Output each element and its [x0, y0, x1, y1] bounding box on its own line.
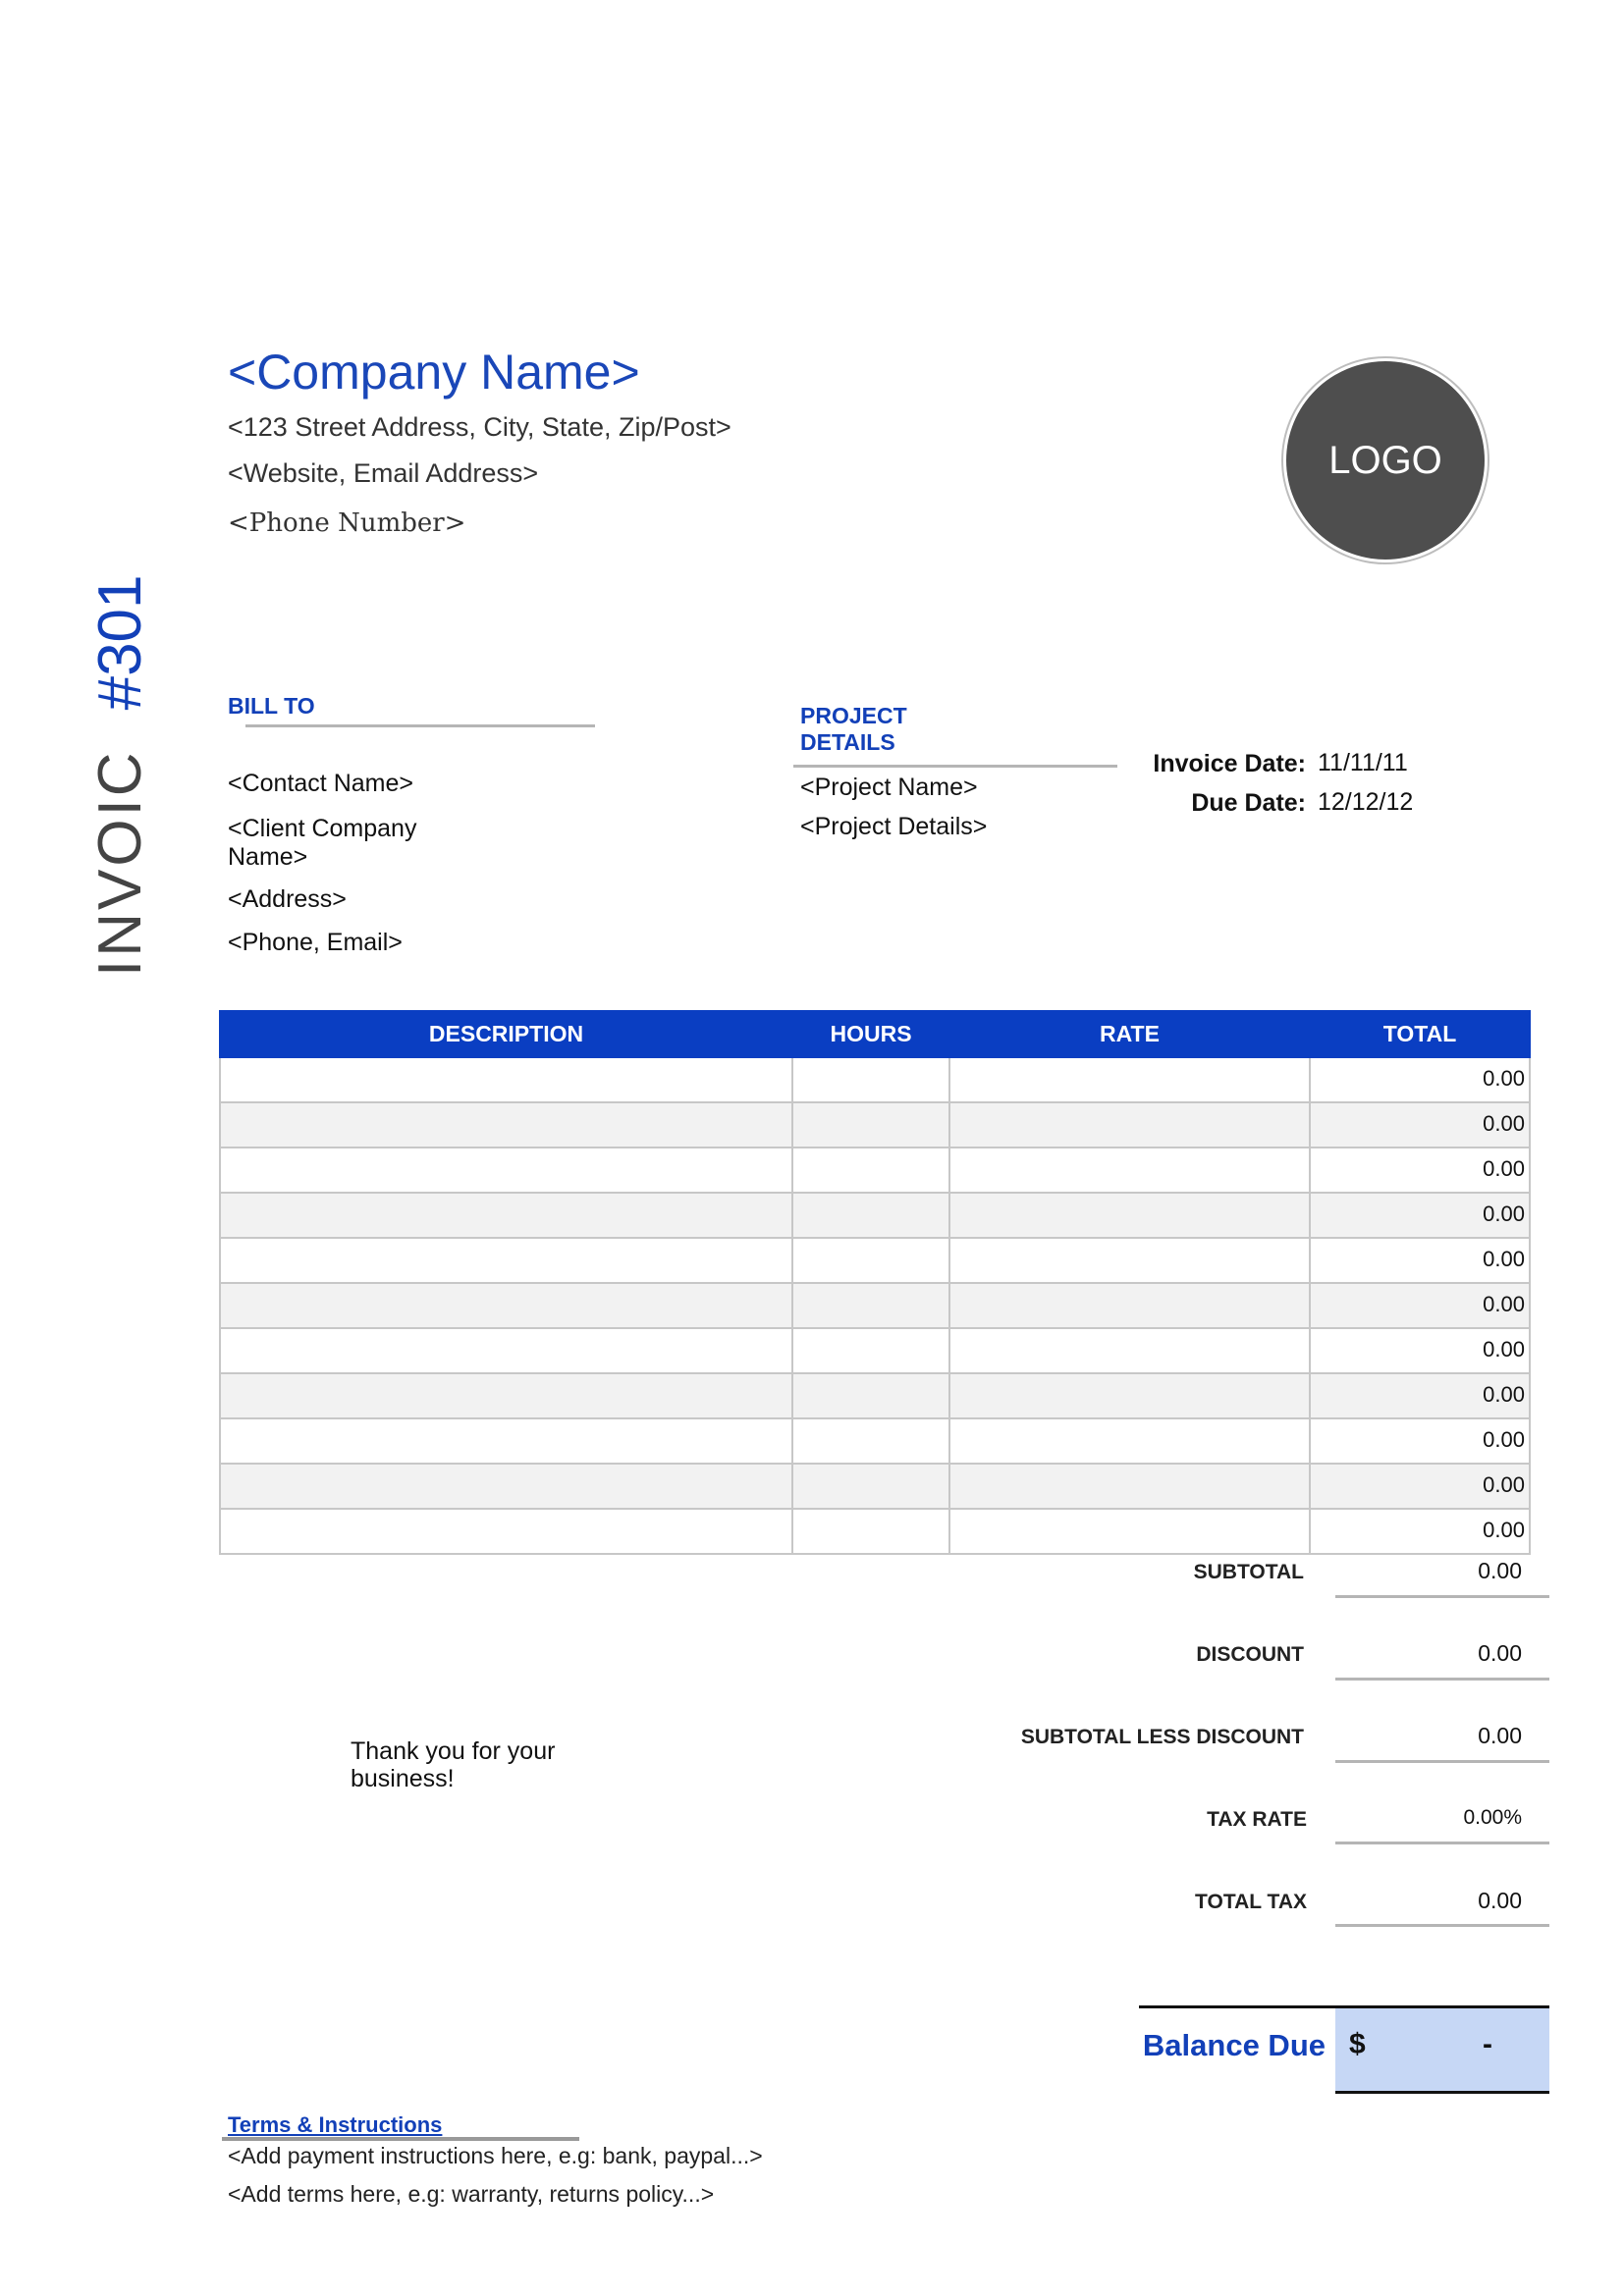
invoice-title — [86, 574, 154, 977]
table-header-row — [220, 1011, 1530, 1057]
balance-due-box — [1335, 2008, 1549, 2091]
invoice-number: #301 — [86, 574, 154, 711]
total-tax-value: 0.00 — [1478, 1888, 1522, 1913]
cell-total: 0.00 — [1310, 1148, 1530, 1193]
table-row — [220, 1148, 1530, 1193]
table-row — [220, 1238, 1530, 1283]
due-date-label: Due Date: — [1191, 789, 1306, 817]
cell-hours[interactable] — [792, 1238, 949, 1283]
invoice-title-word: INVOIC — [86, 749, 154, 977]
total-tax-rule — [1335, 1924, 1549, 1927]
bill-to-company-line2: Name> — [228, 843, 308, 871]
table-row — [220, 1193, 1530, 1238]
cell-hours[interactable] — [792, 1509, 949, 1554]
items-table — [219, 1010, 1531, 1555]
cell-rate[interactable] — [949, 1509, 1310, 1554]
subtotal-label: SUBTOTAL — [1193, 1561, 1304, 1583]
invoice-date-label: Invoice Date: — [1153, 750, 1306, 777]
tax-rate-rule — [1335, 1842, 1549, 1844]
cell-rate[interactable] — [949, 1148, 1310, 1193]
company-web-email: <Website, Email Address> — [228, 458, 539, 488]
thank-you-line1: Thank you for your — [351, 1737, 556, 1765]
bill-to-heading: BILL TO — [228, 693, 315, 719]
discount-label: DISCOUNT — [1196, 1643, 1304, 1666]
project-heading-line1: PROJECT — [800, 703, 907, 728]
thank-you-line2: business! — [351, 1765, 455, 1792]
cell-total: 0.00 — [1310, 1283, 1530, 1328]
cell-total: 0.00 — [1310, 1464, 1530, 1509]
cell-hours[interactable] — [792, 1328, 949, 1373]
table-row — [220, 1509, 1530, 1554]
header-total: TOTAL — [1310, 1011, 1530, 1057]
discount-rule — [1335, 1678, 1549, 1681]
cell-total: 0.00 — [1310, 1418, 1530, 1464]
cell-description[interactable] — [220, 1057, 792, 1102]
cell-rate[interactable] — [949, 1193, 1310, 1238]
cell-hours[interactable] — [792, 1102, 949, 1148]
balance-top-rule — [1139, 2005, 1549, 2008]
subtotal-value: 0.00 — [1478, 1558, 1522, 1583]
cell-description[interactable] — [220, 1148, 792, 1193]
cell-total: 0.00 — [1310, 1373, 1530, 1418]
cell-rate[interactable] — [949, 1418, 1310, 1464]
due-date-value: 12/12/12 — [1318, 788, 1414, 816]
tax-rate-value[interactable]: 0.00% — [1463, 1806, 1522, 1829]
cell-rate[interactable] — [949, 1238, 1310, 1283]
bill-to-phone-email: <Phone, Email> — [228, 929, 403, 956]
terms-heading: Terms & Instructions — [228, 2112, 443, 2137]
invoice-date-value: 11/11/11 — [1318, 749, 1408, 776]
bill-to-company-line1: <Client Company — [228, 815, 417, 842]
cell-rate[interactable] — [949, 1283, 1310, 1328]
cell-hours[interactable] — [792, 1193, 949, 1238]
company-phone: <Phone Number> — [228, 508, 466, 538]
cell-total: 0.00 — [1310, 1238, 1530, 1283]
cell-hours[interactable] — [792, 1057, 949, 1102]
cell-description[interactable] — [220, 1418, 792, 1464]
cell-hours[interactable] — [792, 1148, 949, 1193]
logo-text: LOGO — [1328, 438, 1442, 482]
terms-rule — [222, 2137, 579, 2141]
cell-description[interactable] — [220, 1328, 792, 1373]
company-address: <123 Street Address, City, State, Zip/Post> — [228, 412, 731, 442]
header-rate: RATE — [949, 1011, 1310, 1057]
table-row — [220, 1464, 1530, 1509]
cell-hours[interactable] — [792, 1464, 949, 1509]
cell-rate[interactable] — [949, 1102, 1310, 1148]
balance-amount: - — [1483, 2028, 1492, 2060]
company-name: <Company Name> — [228, 345, 640, 400]
total-tax-label: TOTAL TAX — [1195, 1891, 1307, 1913]
cell-description[interactable] — [220, 1373, 792, 1418]
cell-total: 0.00 — [1310, 1102, 1530, 1148]
cell-total: 0.00 — [1310, 1057, 1530, 1102]
cell-hours[interactable] — [792, 1418, 949, 1464]
tax-rate-label: TAX RATE — [1207, 1808, 1307, 1831]
balance-bottom-rule — [1335, 2091, 1549, 2094]
balance-currency: $ — [1349, 2028, 1366, 2060]
table-row — [220, 1373, 1530, 1418]
table-row — [220, 1283, 1530, 1328]
thank-you-note — [351, 1737, 606, 1792]
header-hours: HOURS — [792, 1011, 949, 1057]
cell-rate[interactable] — [949, 1057, 1310, 1102]
balance-due-label: Balance Due — [1142, 2028, 1326, 2062]
project-rule — [793, 765, 1117, 768]
table-row — [220, 1328, 1530, 1373]
bill-to-rule — [245, 724, 595, 727]
header-description: DESCRIPTION — [220, 1011, 792, 1057]
cell-total: 0.00 — [1310, 1193, 1530, 1238]
cell-description[interactable] — [220, 1464, 792, 1509]
table-row — [220, 1057, 1530, 1102]
discount-value[interactable]: 0.00 — [1478, 1640, 1522, 1666]
cell-rate[interactable] — [949, 1373, 1310, 1418]
cell-description[interactable] — [220, 1102, 792, 1148]
cell-hours[interactable] — [792, 1283, 949, 1328]
cell-description[interactable] — [220, 1509, 792, 1554]
cell-hours[interactable] — [792, 1373, 949, 1418]
terms-policy-line: <Add terms here, e.g: warranty, returns policy...> — [228, 2181, 715, 2207]
project-details: <Project Details> — [800, 813, 988, 840]
bill-to-address: <Address> — [228, 885, 347, 913]
bill-to-contact: <Contact Name> — [228, 770, 413, 797]
cell-description[interactable] — [220, 1238, 792, 1283]
subtotal-rule — [1335, 1595, 1549, 1598]
cell-description[interactable] — [220, 1193, 792, 1238]
project-heading-line2: DETAILS — [800, 729, 895, 755]
terms-payment-line: <Add payment instructions here, e.g: bank, paypal...> — [228, 2143, 763, 2168]
cell-rate[interactable] — [949, 1464, 1310, 1509]
logo — [1286, 361, 1485, 560]
subtotal-less-discount-value: 0.00 — [1478, 1723, 1522, 1748]
project-name: <Project Name> — [800, 774, 978, 801]
cell-rate[interactable] — [949, 1328, 1310, 1373]
subtotal-less-discount-rule — [1335, 1760, 1549, 1763]
subtotal-less-discount-label: SUBTOTAL LESS DISCOUNT — [1020, 1726, 1304, 1748]
cell-description[interactable] — [220, 1283, 792, 1328]
table-row — [220, 1418, 1530, 1464]
cell-total: 0.00 — [1310, 1509, 1530, 1554]
table-row — [220, 1102, 1530, 1148]
cell-total: 0.00 — [1310, 1328, 1530, 1373]
